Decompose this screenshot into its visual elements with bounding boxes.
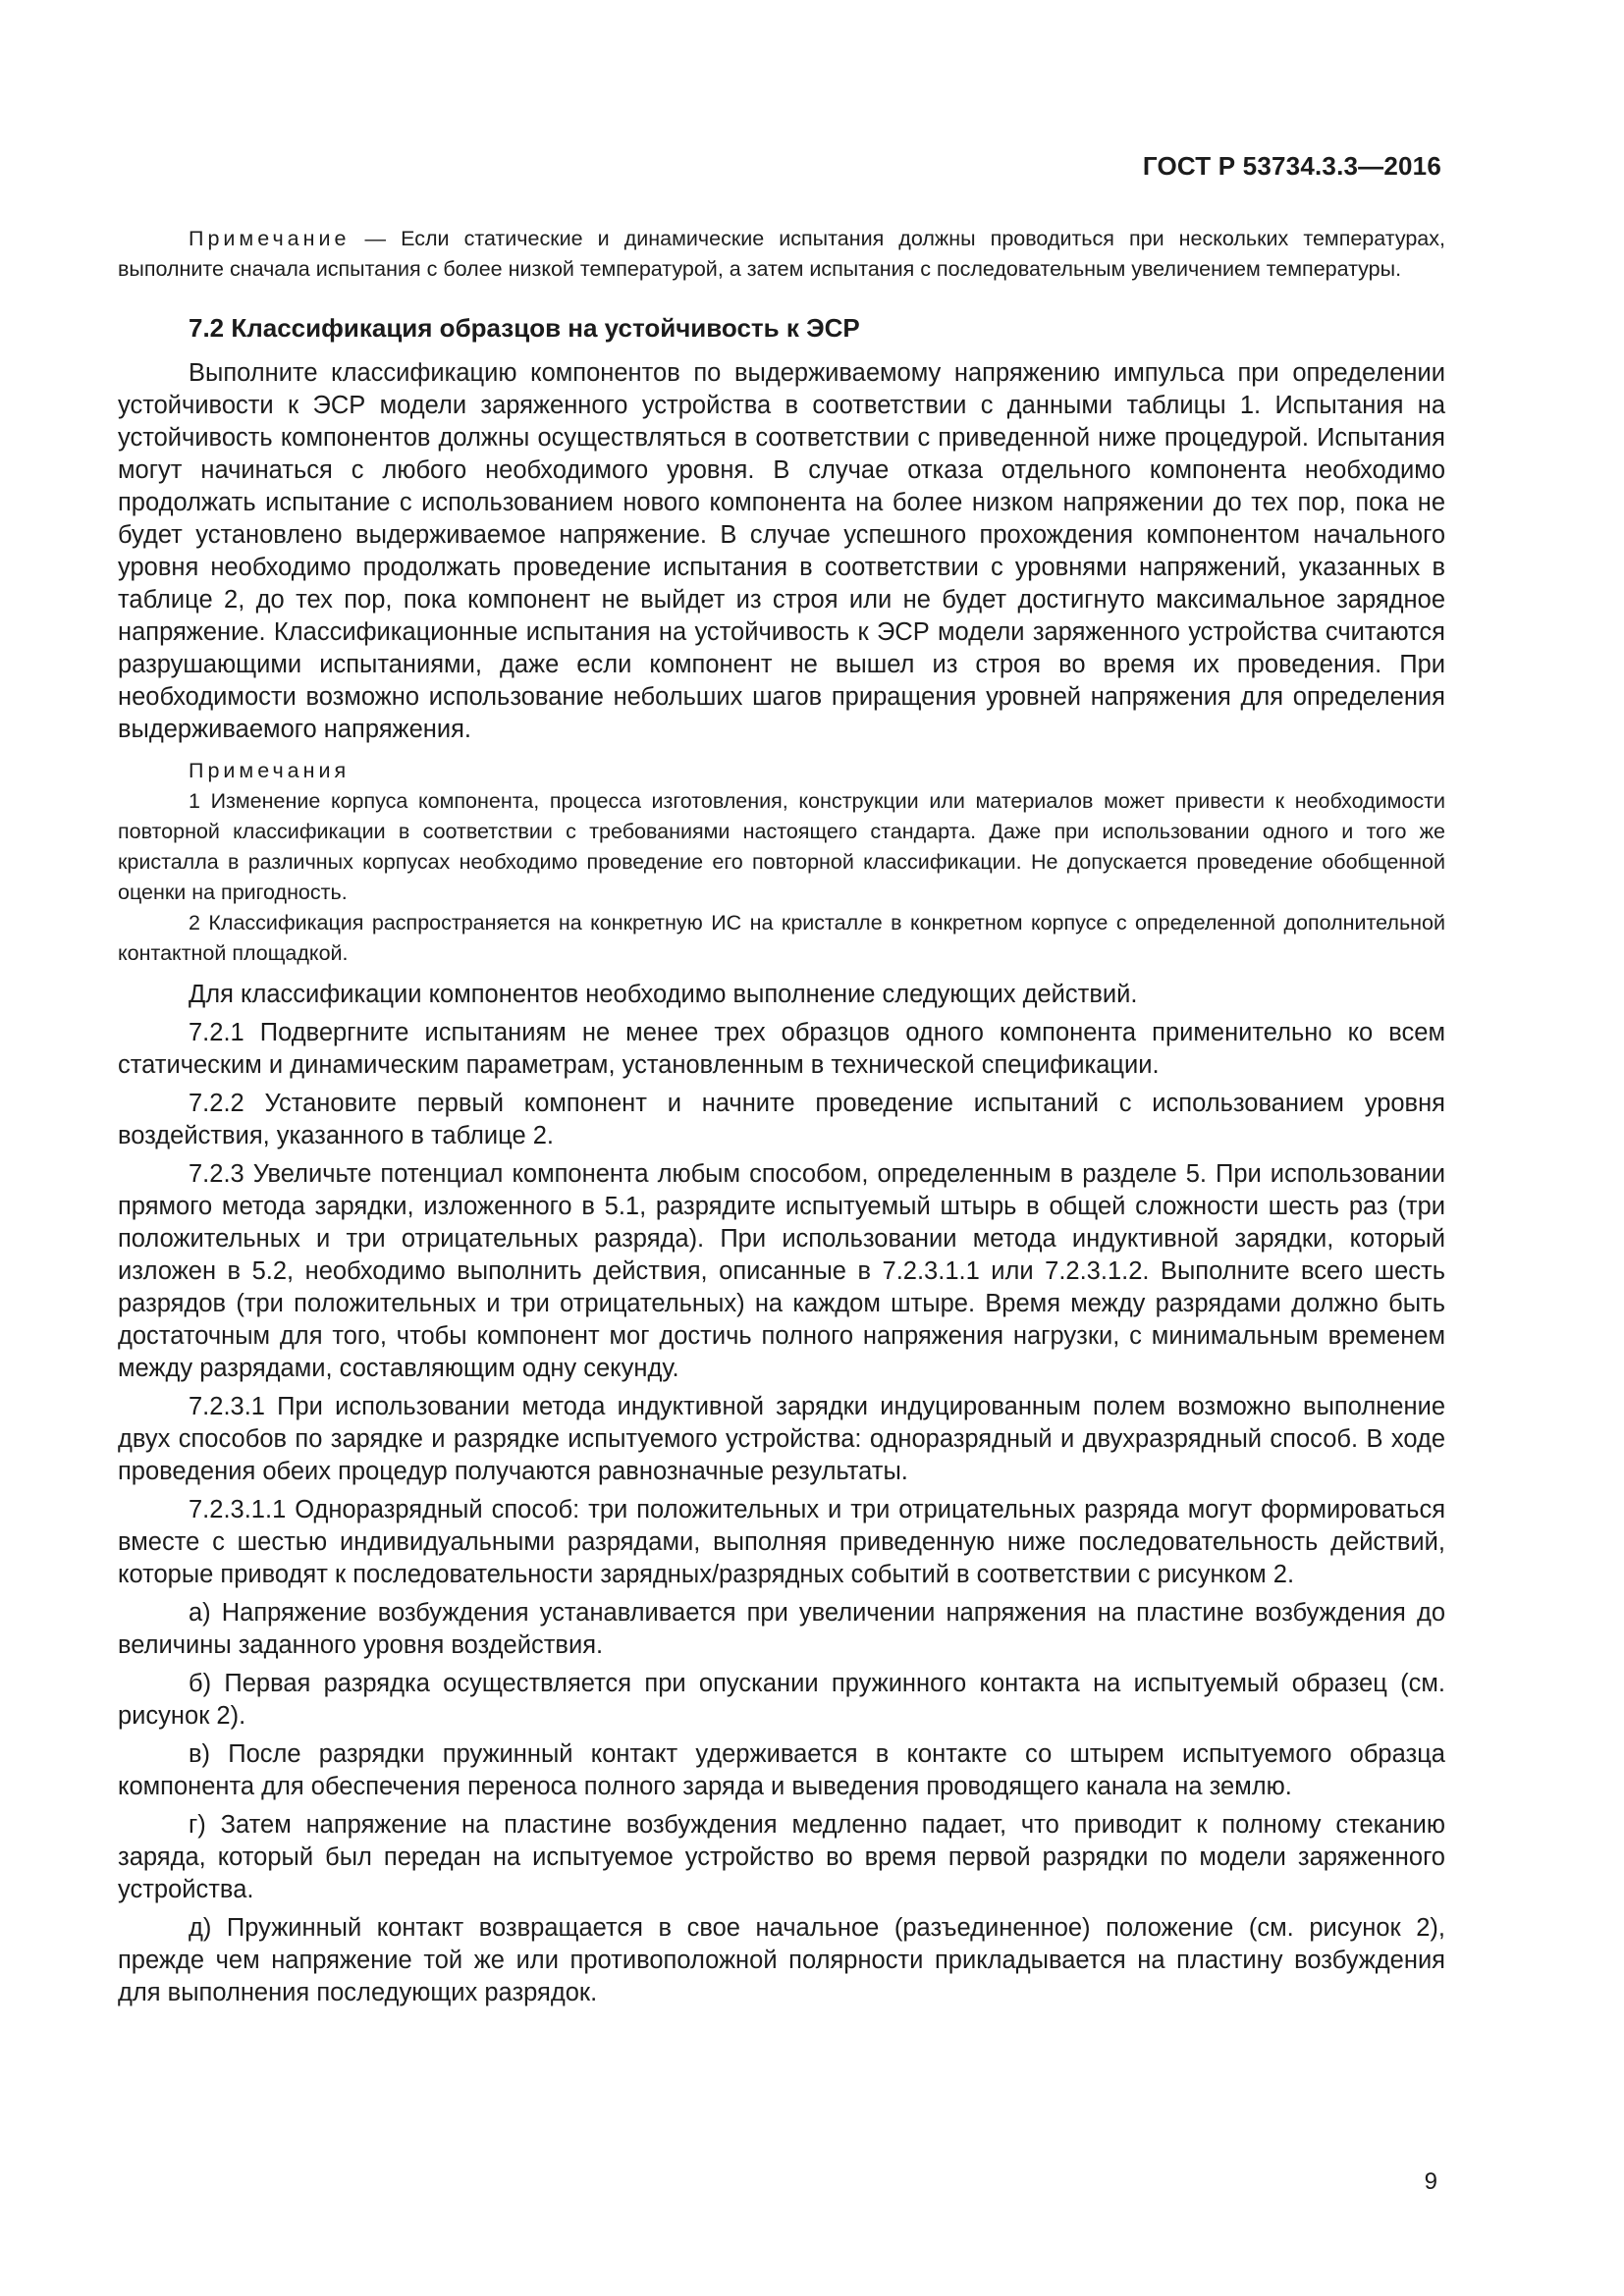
section-title: 7.2 Классификация образцов на устойчивость к ЭСР bbox=[189, 313, 860, 343]
top-note-label: Примечание bbox=[189, 227, 351, 250]
list-item-d: д) Пружинный контакт возвращается в свое начальное (разъединенное) положение (см. рисунок 2), прежде чем напряжение той же или противоположной полярности прикладывается на пластину возбуждения для выполнения последующих разрядок. bbox=[118, 1914, 1445, 2006]
list-item-b: б) Первая разрядка осуществляется при опускании пружинного контакта на испытуемый образец (см. рисунок 2). bbox=[118, 1670, 1445, 1730]
list-item-v: в) После разрядки пружинный контакт удерживается в контакте со штырем испытуемого образца компонента для обеспечения переноса полного заряда и выведения проводящего канала на землю. bbox=[118, 1740, 1445, 1800]
body-paragraph-7-2-2: 7.2.2 Установите первый компонент и начните проведение испытаний с использованием уровня воздействия, указанного в таблице 2. bbox=[118, 1090, 1445, 1149]
document-header: ГОСТ Р 53734.3.3—2016 bbox=[1142, 151, 1441, 181]
note-item-1: 1 Изменение корпуса компонента, процесса изготовления, конструкции или материалов может привести к необходимости повторной классификации в соответствии с требованиями настоящего стандарта. Даже при использовании одного и того же кристалла в различных корпусах необходимо проведение его повторной классификации. Не допускается проведение обобщенной оценки на пригодность. bbox=[118, 789, 1445, 904]
document-content bbox=[118, 224, 1445, 2009]
body-paragraph-7-2-3-1-1: 7.2.3.1.1 Одноразрядный способ: три положительных и три отрицательных разряда могут формироваться вместе с шестью индивидуальными разрядами, выполняя приведенную ниже последовательность действий, которые приводят к последовательности зарядных/разрядных событий в соответствии с рисунком 2. bbox=[118, 1496, 1445, 1588]
body-paragraph-7-2-3: 7.2.3 Увеличьте потенциал компонента любым способом, определенным в разделе 5. При использовании прямого метода зарядки, изложенного в 5.1, разрядите испытуемый штырь в общей сложности шесть раз (три положительных и три отрицательных разряда). При использовании метода индуктивной зарядки, который изложен в 5.2, необходимо выполнить действия, описанные в 7.2.3.1.1 или 7.2.3.1.2. Выполните всего шесть разрядов (три положительных и три отрицательных) на каждом штыре. Время между разрядами должно быть достаточным для того, чтобы компонент мог достичь полного напряжения нагрузки, с минимальным временем между разрядами, составляющим одну секунду. bbox=[118, 1160, 1445, 1382]
top-note-text: — Если статические и динамические испытания должны проводиться при нескольких температурах, выполните сначала испытания с более низкой температурой, а затем испытания с последовательным увеличением температуры. bbox=[118, 227, 1445, 281]
list-item-g: г) Затем напряжение на пластине возбуждения медленно падает, что приводит к полному стеканию заряда, который был передан на испытуемое устройство во время первой разрядки по модели заряженного устройства. bbox=[118, 1811, 1445, 1903]
list-item-a: а) Напряжение возбуждения устанавливается при увеличении напряжения на пластине возбуждения до величины заданного уровня воздействия. bbox=[118, 1599, 1445, 1659]
section-intro-paragraph: Выполните классификацию компонентов по выдерживаемому напряжению импульса при определении устойчивости к ЭСР модели заряженного устройства в соответствии с данными таблицы 1. Испытания на устойчивость компонентов должны осуществляться в соответствии с приведенной ниже процедурой. Испытания могут начинаться с любого необходимого уровня. В случае отказа отдельного компонента необходимо продолжать испытание с использованием нового компонента на более низком напряжении до тех пор, пока не будет установлено выдерживаемое напряжение. В случае успешного прохождения компонентом начального уровня необходимо продолжать проведение испытания в соответствии с уровнями напряжений, указанных в таблице 2, до тех пор, пока компонент не выйдет из строя или не будет достигнуто максимальное зарядное напряжение. Классификационные испытания на устойчивость к ЭСР модели заряженного устройства считаются разрушающими испытаниями, даже если компонент не вышел из строя во время их проведения. При необходимости возможно использование небольших шагов приращения уровней напряжения для определения выдерживаемого напряжения. bbox=[118, 359, 1445, 743]
note-item-2: 2 Классификация распространяется на конкретную ИС на кристалле в конкретном корпусе с определенной дополнительной контактной площадкой. bbox=[118, 911, 1445, 965]
top-note bbox=[118, 224, 1445, 285]
body-paragraph-7-2-3-1: 7.2.3.1 При использовании метода индуктивной зарядки индуцированным полем возможно выполнение двух способов по зарядке и разрядке испытуемого устройства: одноразрядный и двухразрядный способ. В ходе проведения обеих процедур получаются равнозначные результаты. bbox=[118, 1393, 1445, 1485]
page-number: 9 bbox=[1424, 2168, 1437, 2195]
body-paragraph-7-2-1: 7.2.1 Подвергните испытаниям не менее трех образцов одного компонента применительно ко всем статическим и динамическим параметрам, установленным в технической спецификации. bbox=[118, 1019, 1445, 1079]
notes-label: Примечания bbox=[189, 759, 351, 782]
body-paragraph: Для классификации компонентов необходимо выполнение следующих действий. bbox=[189, 981, 1138, 1008]
